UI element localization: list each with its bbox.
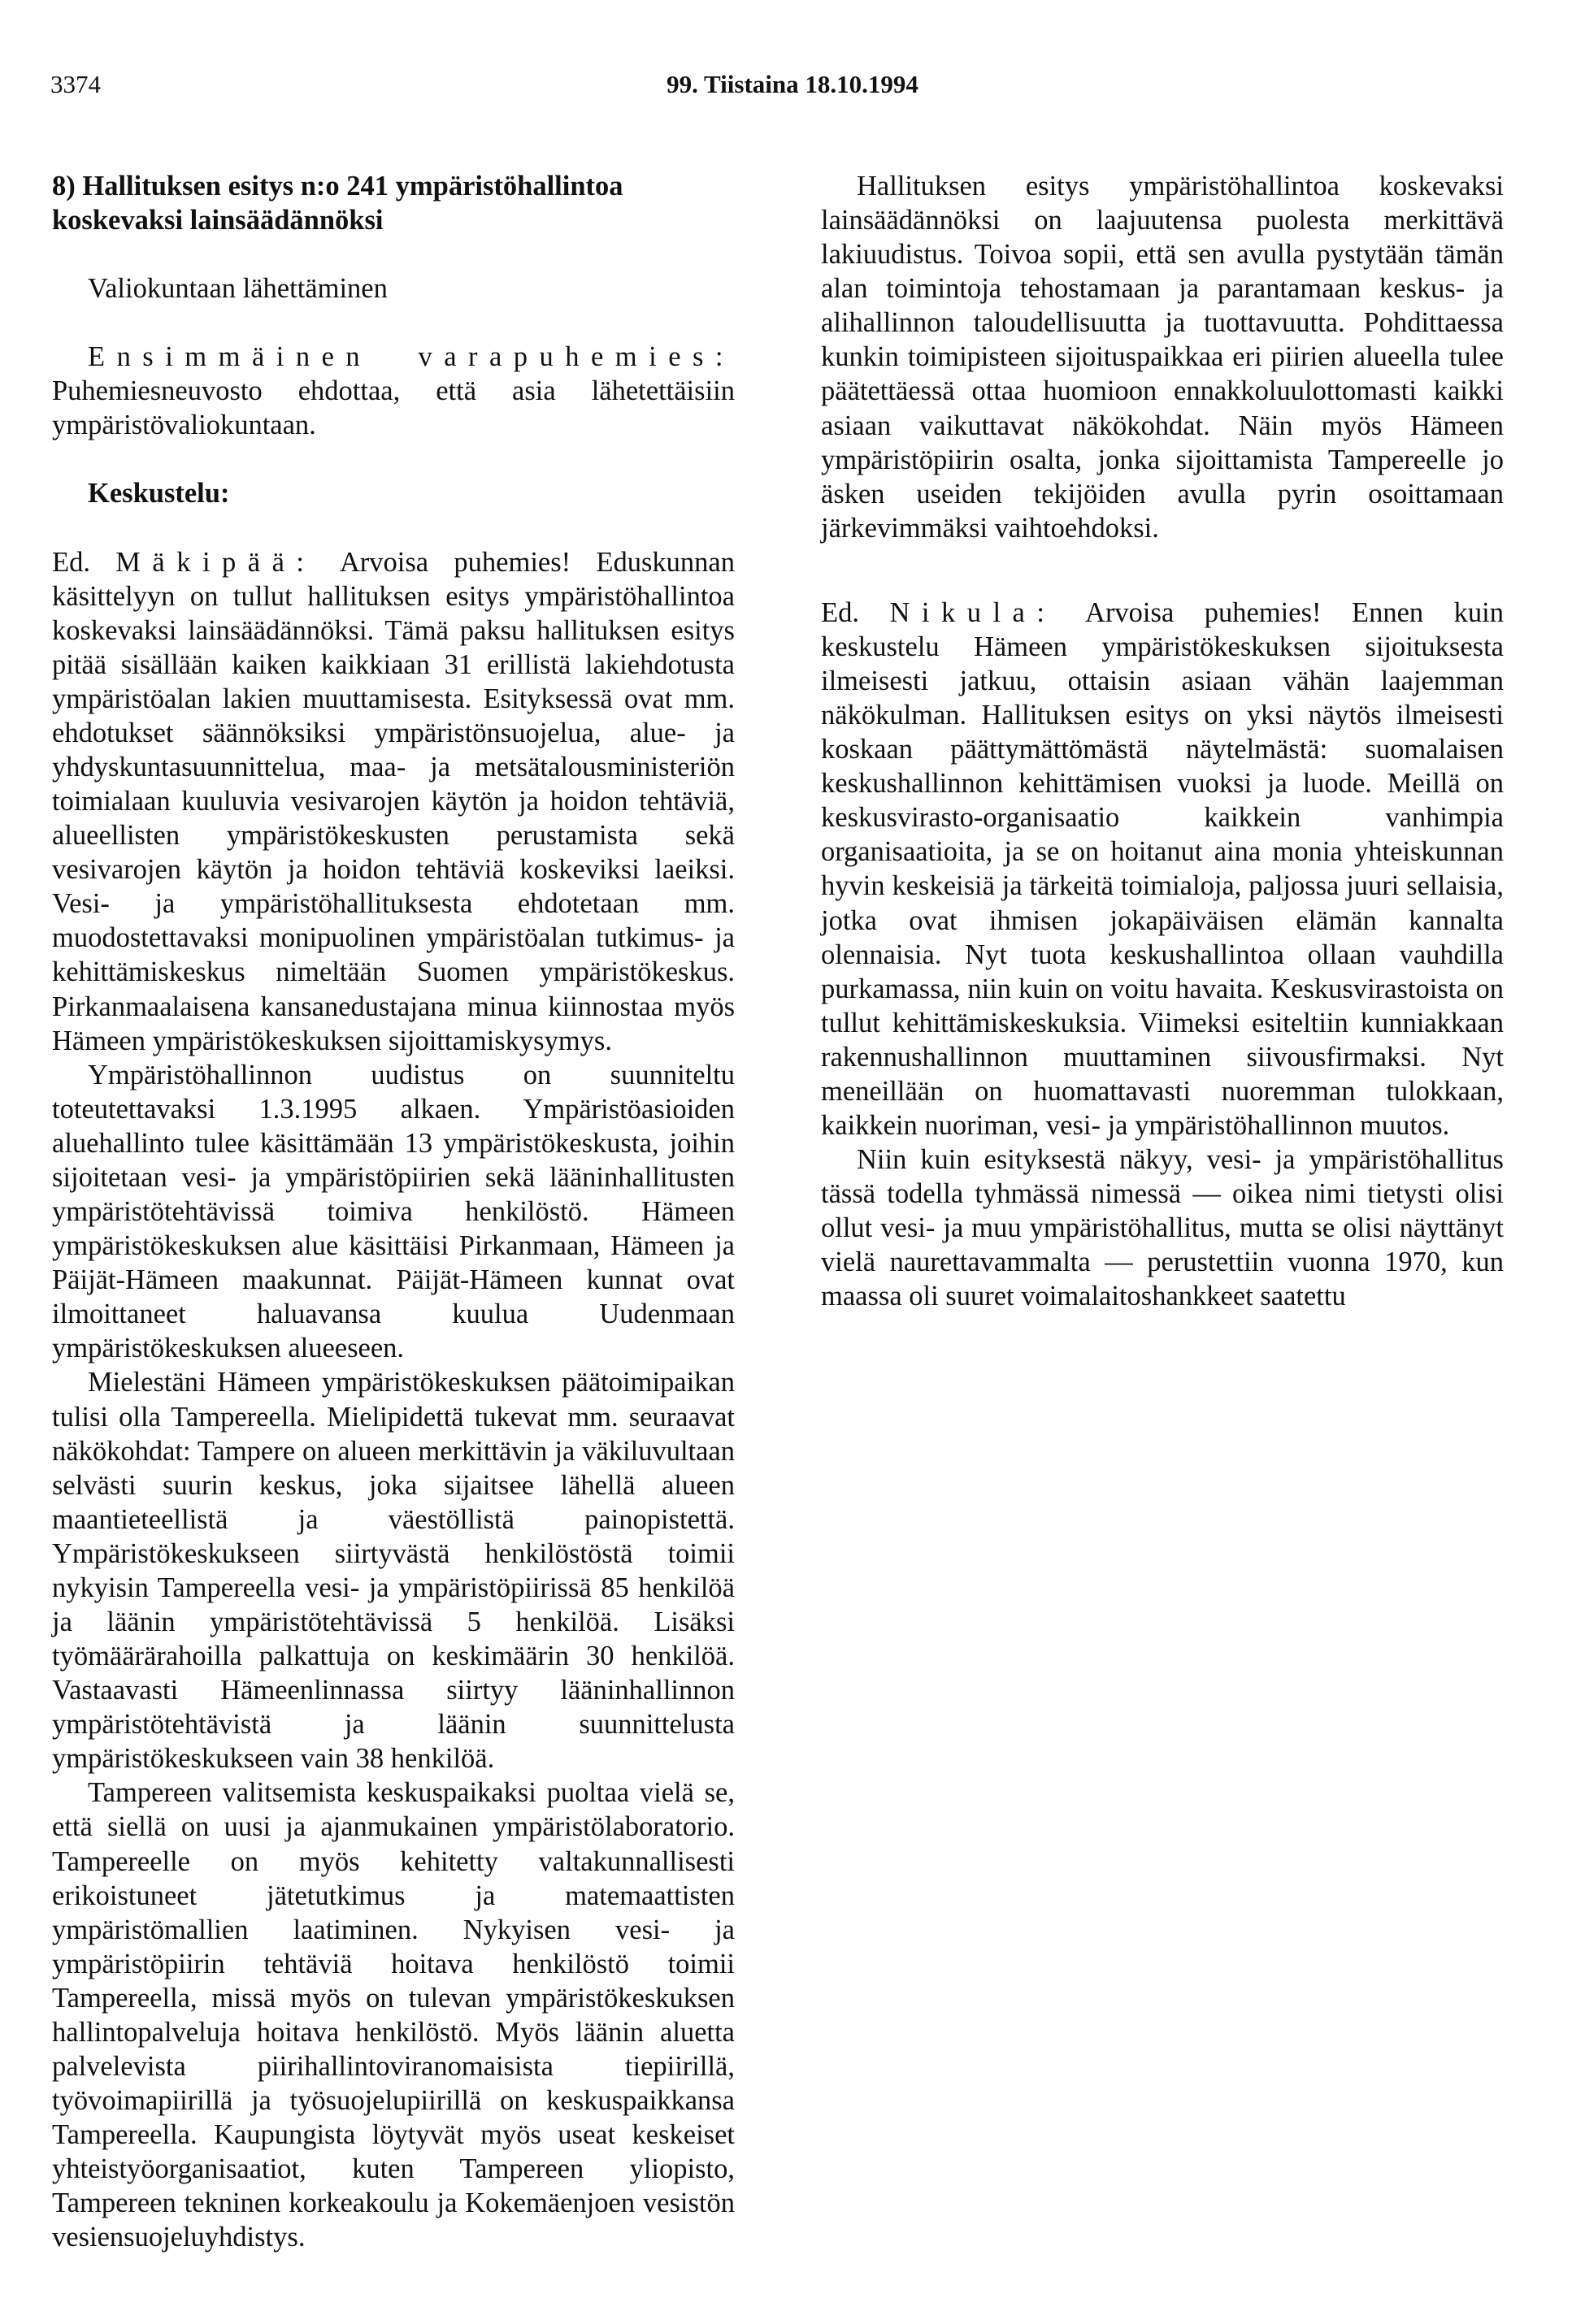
discussion-label: Keskustelu: (88, 478, 230, 509)
right-column (821, 169, 1504, 1314)
chair-statement (52, 340, 735, 442)
speech1-text-1: Arvoisa puhemies! Eduskunnan käsittelyyn on tullut hallituksen esitys ympäristöhallintoa koskevaksi lainsäädännöksi. Tämä paksu hallituksen esitys pitää sisällään kaiken kaikkiaan 31 erillistä lakiehdotusta ympäristöalan lakien muuttamisesta. Esityksessä ovat mm. ehdotukset säännöksiksi ympäristönsuojelua, alue- ja yhdyskuntasuunnittelua, maa- ja metsätalousministeriön toimialaan kuuluvia vesivarojen käytön ja hoidon tehtäviä, alueellisten ympäristökeskusten perustamista sekä vesivarojen käytön ja hoidon tehtäviä koskeviksi laeiksi. Vesi- ja ympäristöhallituksesta ehdotetaan mm. muodostettavaksi monipuolinen ympäristöalan tutkimus- ja kehittämiskeskus nimeltään Suomen ympäristökeskus. Pirkanmaalaisena kansanedustajana minua kiinnostaa myös Hämeen ympäristökeskuksen sijoittamiskysymys. (52, 546, 735, 1056)
speech1-paragraph-4: Tampereen valitsemista keskuspaikaksi puoltaa vielä se, että siellä on uusi ja ajanmukainen ympäristölaboratorio. Tampereelle on myös kehitetty valtakunnallisesti erikoistuneet jätetutkimus ja matemaattisten ympäristömallien laatiminen. Nykyisen vesi- ja ympäristöpiirin tehtäviä hoitava henkilöstö toimii Tampereella, missä myös on tulevan ympäristökeskuksen hallintopalveluja hoitava henkilöstö. Myös läänin aluetta palvelevista piirihallintoviranomaisista tiepiirillä, työvoimapiirillä ja työsuojelupiirillä on keskuspaikkansa Tampereella. Kaupungista löytyvät myös useat keskeiset yhteistyöorganisaatiot, kuten Tampereen yliopisto, Tampereen tekninen korkeakoulu ja Kokemäenjoen vesistön vesiensuojeluyhdistys. (52, 1777, 735, 2253)
page-number: 3374 (50, 70, 101, 98)
speech1-paragraph-1 (52, 545, 735, 1058)
page-header (0, 70, 1585, 111)
chair-text: Puhemiesneuvosto ehdottaa, että asia lähetettäisiin ympäristövaliokuntaan. (52, 375, 735, 441)
section-title-line-2: koskevaksi lainsäädännöksi (52, 205, 384, 236)
speech1-paragraph-5: Hallituksen esitys ympäristöhallintoa koskevaksi lainsäädännöksi on laajuutensa puolesta merkittävä lakiuudistus. Toivoa sopii, että sen avulla pystytään tämän alan toimintoja tehostamaan ja parantamaan keskus- ja alihallinnon taloudellisuutta ja tuottavuutta. Pohdittaessa kunkin toimipisteen sijoituspaikkaa eri piirien alueella tulee päätettäessä ottaa huomioon ennakkoluulottomasti kaikki asiaan vaikuttavat näkökohdat. Näin myös Hämeen ympäristöpiirin osalta, jonka sijoittamista Tampereelle jo äsken useiden tekijöiden avulla pyrin osoittamaan järkevimmäksi vaihtoehdoksi. (821, 171, 1504, 544)
section-title-line-1: 8) Hallituksen esitys n:o 241 ympäristöhallintoa (52, 171, 623, 202)
chair-speaker: Ensimmäinen varapuhemies: (88, 341, 735, 373)
speech2-text-1: Arvoisa puhemies! Ennen kuin keskustelu Hämeen ympäristökeskuksen sijoituksesta ilmeisesti jatkuu, ottaisin asiaan vähän laajemman näkökulman. Hallituksen esitys on yksi näytös ilmeisesti koskaan päättymättömästä näytelmästä: suomalaisen keskushallinnon kehittämisen vuoksi ja luode. Meillä on keskusvirasto-organisaatio kaikkein vanhimpia organisaatioita, ja se on hoitanut aina monia yhteiskunnan hyvin keskeisiä ja tärkeitä toimialoja, paljossa juuri sellaisia, jotka ovat ihmisen jokapäiväisen elämän kannalta olennaisia. Nyt tuota keskushallintoa ollaan vauhdilla purkamassa, niin kuin on voitu havaita. Keskusvirastoista on tullut kehittämiskeskuksia. Viimeksi esiteltiin kunniakkaan rakennushallinnon muuttaminen siivousfirmaksi. Nyt meneillään on huomattavasti nuoremman tulokkaan, kaikkein nuoriman, vesi- ja ympäristöhallinnon muutos. (821, 596, 1504, 1142)
speech1-paragraph-2: Ympäristöhallinnon uudistus on suunniteltu toteutettavaksi 1.3.1995 alkaen. Ympäristöasioiden aluehallinto tulee käsittämään 13 ympäristökeskusta, joihin sijoitetaan vesi- ja ympäristöpiirien sekä lääninhallitusten ympäristötehtävissä toimiva henkilöstö. Hämeen ympäristökeskuksen alue käsittäisi Pirkanmaan, Hämeen ja Päijät-Hämeen maakunnat. Päijät-Hämeen kunnat ovat ilmoittaneet haluavansa kuulua Uudenmaan ympäristökeskuksen alueeseen. (52, 1059, 735, 1364)
speech2-paragraph-1 (821, 596, 1504, 1142)
speech2-speaker: Nikula: (889, 596, 1057, 628)
section-title (52, 169, 735, 237)
speech1-prefix: Ed. (52, 546, 90, 578)
speech2-prefix: Ed. (821, 596, 859, 628)
left-column (52, 169, 735, 2254)
referral-label: Valiokuntaan lähettäminen (88, 273, 388, 305)
session-date: 99. Tiistaina 18.10.1994 (667, 70, 918, 98)
speech2-paragraph-2: Niin kuin esityksestä näkyy, vesi- ja ympäristöhallitus tässä todella tyhmässä nimessä — oikea nimi tietysti olisi ollut vesi- ja muu ympäristöhallitus, mutta se olisi näyttänyt vielä naurettavammalta — perustettiin vuonna 1970, kun maassa oli suuret voimalaitoshankkeet saatettu (821, 1144, 1504, 1312)
speech1-paragraph-3: Mielestäni Hämeen ympäristökeskuksen päätoimipaikan tulisi olla Tampereella. Mielipidettä tukevat mm. seuraavat näkökohdat: Tampere on alueen merkittävin ja väkiluvultaan selvästi suurin keskus, joka sijaitsee lähellä alueen maantieteellistä ja väestöllistä painopistettä. Ympäristökeskukseen siirtyvästä henkilöstöstä toimii nykyisin Tampereella vesi- ja ympäristöpiirissä 85 henkilöä ja läänin ympäristötehtävissä 5 henkilöä. Lisäksi työmäärärahoilla palkattuja on keskimäärin 30 henkilöä. Vastaavasti Hämeenlinnassa siirtyy lääninhallinnon ympäristötehtävistä ja läänin suunnittelusta ympäristökeskukseen vain 38 henkilöä. (52, 1367, 735, 1775)
speech1-speaker: Mäkipää: (115, 546, 316, 578)
